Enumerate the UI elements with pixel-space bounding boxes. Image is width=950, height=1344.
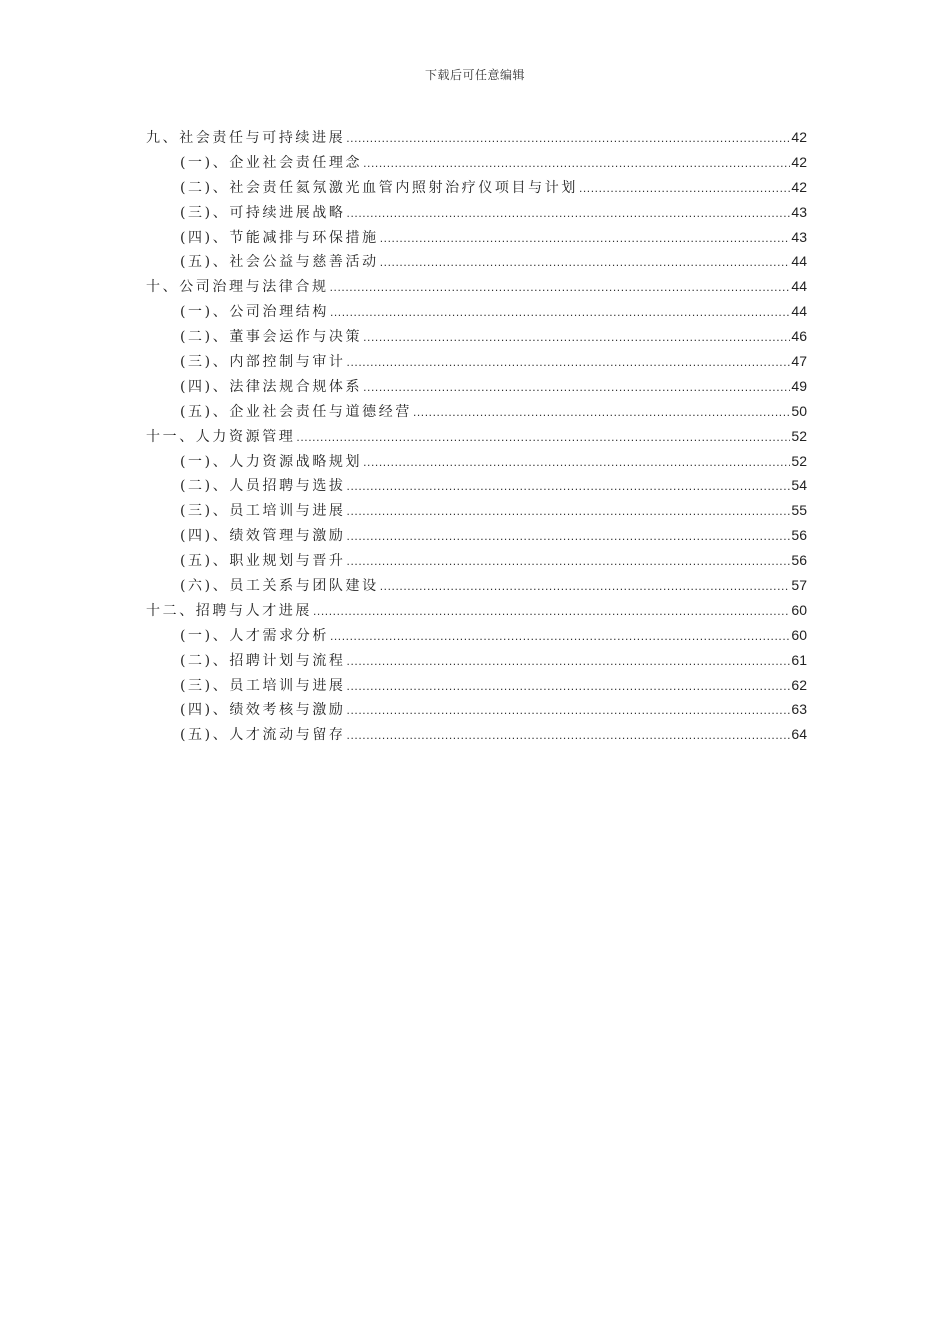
toc-dot-leader xyxy=(380,231,791,245)
toc-entry-page-number: 55 xyxy=(791,502,807,519)
toc-entry[interactable] xyxy=(146,376,807,401)
toc-entry[interactable] xyxy=(146,550,807,575)
toc-entry-page-number: 46 xyxy=(791,328,807,345)
toc-dot-leader xyxy=(380,255,791,269)
toc-entry-page-number: 56 xyxy=(791,527,807,544)
toc-entry[interactable] xyxy=(146,600,807,625)
toc-entry-page-number: 52 xyxy=(791,427,807,444)
toc-entry-title: (二)、董事会运作与决策 xyxy=(180,329,363,346)
toc-dot-leader xyxy=(347,654,791,668)
toc-entry[interactable] xyxy=(146,401,807,426)
toc-entry-page-number: 47 xyxy=(791,353,807,370)
toc-dot-leader xyxy=(347,529,791,543)
toc-entry-title: (一)、人才需求分析 xyxy=(180,627,329,644)
toc-entry-title: (五)、企业社会责任与道德经营 xyxy=(180,403,412,420)
toc-dot-leader xyxy=(330,629,790,643)
toc-dot-leader xyxy=(347,206,791,220)
toc-entry-page-number: 44 xyxy=(791,253,807,270)
toc-entry[interactable] xyxy=(146,177,807,202)
toc-entry-title: 十二、招聘与人才进展 xyxy=(146,602,312,619)
toc-entry[interactable] xyxy=(146,251,807,276)
toc-entry[interactable] xyxy=(146,152,807,177)
toc-entry-page-number: 52 xyxy=(791,452,807,469)
toc-entry-title: 十一、人力资源管理 xyxy=(146,428,296,445)
toc-entry[interactable] xyxy=(146,675,807,700)
toc-dot-leader xyxy=(413,405,790,419)
toc-entry-title: (五)、职业规划与晋升 xyxy=(180,553,346,570)
toc-dot-leader xyxy=(347,728,791,742)
toc-dot-leader xyxy=(347,479,791,493)
toc-entry-title: (五)、社会公益与慈善活动 xyxy=(180,254,379,271)
toc-dot-leader xyxy=(363,380,790,394)
toc-entry-page-number: 63 xyxy=(791,701,807,718)
toc-dot-leader xyxy=(313,604,790,618)
toc-entry-page-number: 42 xyxy=(791,178,807,195)
toc-entry[interactable] xyxy=(146,724,807,749)
toc-entry-page-number: 60 xyxy=(791,626,807,643)
toc-dot-leader xyxy=(363,156,790,170)
table-of-contents xyxy=(146,127,807,749)
toc-entry-page-number: 42 xyxy=(791,129,807,145)
toc-entry[interactable] xyxy=(146,301,807,326)
toc-entry[interactable] xyxy=(146,351,807,376)
toc-entry-page-number: 42 xyxy=(791,153,807,170)
toc-dot-leader xyxy=(347,504,791,518)
toc-entry[interactable] xyxy=(146,276,807,301)
toc-entry[interactable] xyxy=(146,127,807,152)
toc-entry[interactable] xyxy=(146,426,807,451)
toc-entry[interactable] xyxy=(146,326,807,351)
toc-entry-page-number: 64 xyxy=(791,726,807,743)
toc-entry-page-number: 60 xyxy=(791,601,807,618)
toc-entry-page-number: 57 xyxy=(791,577,807,594)
toc-entry-title: (四)、法律法规合规体系 xyxy=(180,378,363,395)
toc-dot-leader xyxy=(347,703,791,717)
toc-entry-title: (四)、绩效管理与激励 xyxy=(180,528,346,545)
toc-entry[interactable] xyxy=(146,575,807,600)
toc-entry-title: (三)、可持续进展战略 xyxy=(180,204,346,221)
toc-entry-page-number: 50 xyxy=(791,402,807,419)
toc-entry-page-number: 61 xyxy=(791,651,807,668)
toc-entry-title: 十、公司治理与法律合规 xyxy=(146,279,329,296)
toc-entry-page-number: 43 xyxy=(791,228,807,245)
toc-entry[interactable] xyxy=(146,451,807,476)
toc-entry-title: (四)、节能减排与环保措施 xyxy=(180,229,379,246)
toc-entry[interactable] xyxy=(146,625,807,650)
toc-entry-title: (五)、人才流动与留存 xyxy=(180,727,346,744)
toc-dot-leader xyxy=(346,131,790,145)
toc-entry-page-number: 43 xyxy=(791,203,807,220)
toc-entry[interactable] xyxy=(146,650,807,675)
toc-entry-title: (三)、内部控制与审计 xyxy=(180,354,346,371)
toc-entry-page-number: 54 xyxy=(791,477,807,494)
toc-dot-leader xyxy=(363,330,790,344)
toc-entry-title: (二)、社会责任氦氖激光血管内照射治疗仪项目与计划 xyxy=(180,179,578,196)
toc-entry-title: (二)、人员招聘与选拔 xyxy=(180,478,346,495)
toc-entry[interactable] xyxy=(146,699,807,724)
toc-entry[interactable] xyxy=(146,500,807,525)
toc-entry-title: (六)、员工关系与团队建设 xyxy=(180,578,379,595)
toc-entry[interactable] xyxy=(146,227,807,252)
toc-entry-page-number: 44 xyxy=(791,303,807,320)
toc-entry-title: 九、社会责任与可持续进展 xyxy=(146,130,346,146)
toc-entry-title: (一)、企业社会责任理念 xyxy=(180,154,363,171)
toc-entry[interactable] xyxy=(146,525,807,550)
toc-entry-page-number: 56 xyxy=(791,552,807,569)
toc-dot-leader xyxy=(330,280,791,294)
toc-entry[interactable] xyxy=(146,202,807,227)
toc-dot-leader xyxy=(347,355,791,369)
toc-dot-leader xyxy=(363,455,790,469)
toc-entry-title: (一)、人力资源战略规划 xyxy=(180,453,363,470)
toc-entry-page-number: 62 xyxy=(791,676,807,693)
toc-dot-leader xyxy=(579,181,790,195)
toc-dot-leader xyxy=(347,554,791,568)
toc-dot-leader xyxy=(330,305,790,319)
toc-entry-title: (四)、绩效考核与激励 xyxy=(180,702,346,719)
toc-entry-page-number: 44 xyxy=(791,278,807,295)
toc-dot-leader xyxy=(347,679,791,693)
page-header: 下载后可任意编辑 xyxy=(424,68,525,82)
toc-entry-title: (三)、员工培训与进展 xyxy=(180,677,346,694)
toc-entry[interactable] xyxy=(146,475,807,500)
toc-entry-title: (三)、员工培训与进展 xyxy=(180,503,346,520)
toc-entry-title: (二)、招聘计划与流程 xyxy=(180,652,346,669)
toc-dot-leader xyxy=(380,579,791,593)
toc-entry-page-number: 49 xyxy=(791,377,807,394)
toc-dot-leader xyxy=(296,430,790,444)
toc-entry-title: (一)、公司治理结构 xyxy=(180,304,329,321)
